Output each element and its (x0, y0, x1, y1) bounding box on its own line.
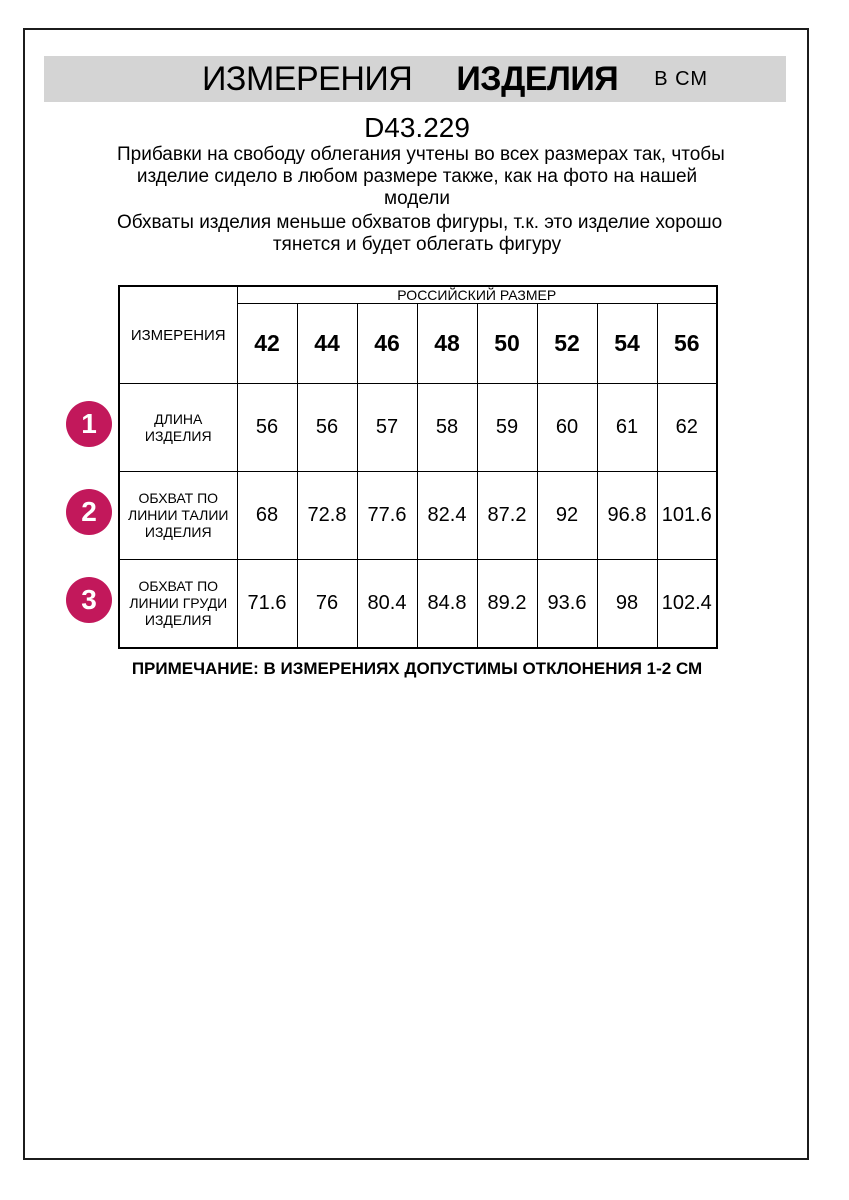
size-column-header: 44 (297, 304, 357, 384)
measurement-value-cell: 62 (657, 384, 717, 472)
measurement-value-cell: 87.2 (477, 472, 537, 560)
row-label: ОБХВАТ ПО ЛИНИИ ТАЛИИ ИЗДЕЛИЯ (119, 472, 237, 560)
size-column-header: 52 (537, 304, 597, 384)
note-text: ПРИМЕЧАНИЕ: В ИЗМЕРЕНИЯХ ДОПУСТИМЫ ОТКЛОНЕНИЯ 1-2 СМ (131, 659, 703, 678)
title-product: ИЗДЕЛИЯ (456, 59, 619, 98)
measurement-value-cell: 58 (417, 384, 477, 472)
measurement-value-cell: 89.2 (477, 560, 537, 648)
measurement-value-cell: 92 (537, 472, 597, 560)
corner-header-cell: ИЗМЕРЕНИЯ (119, 286, 237, 384)
intro-p1-line3: модели (384, 188, 450, 209)
size-column-header: 42 (237, 304, 297, 384)
intro-p2-line2: тянется и будет облегать фигуру (272, 234, 562, 255)
table-row-length (119, 384, 717, 472)
size-column-header: 46 (357, 304, 417, 384)
size-column-header: 50 (477, 304, 537, 384)
measurement-value-cell: 71.6 (237, 560, 297, 648)
measurement-value-cell: 76 (297, 560, 357, 648)
measurement-value-cell: 57 (357, 384, 417, 472)
row-number-badge-3: 3 (66, 577, 112, 623)
measurement-value-cell: 93.6 (537, 560, 597, 648)
measurement-value-cell: 72.8 (297, 472, 357, 560)
measurement-value-cell: 101.6 (657, 472, 717, 560)
measurement-value-cell: 56 (297, 384, 357, 472)
intro-p1-line1: Прибавки на свободу облегания учтены во всех размерах так, чтобы (117, 144, 725, 165)
measurement-value-cell: 102.4 (657, 560, 717, 648)
measurement-value-cell: 96.8 (597, 472, 657, 560)
intro-p1-line2: изделие сидело в любом размере также, как на фото на нашей (136, 166, 698, 187)
intro-text (117, 144, 725, 256)
measurement-value-cell: 98 (597, 560, 657, 648)
table-row-chest (119, 560, 717, 648)
measurement-value-cell: 68 (237, 472, 297, 560)
size-column-header: 56 (657, 304, 717, 384)
title-units: В СМ (654, 67, 709, 90)
table-row-waist (119, 472, 717, 560)
title-measurements: ИЗМЕРЕНИЯ (201, 59, 413, 98)
measurement-value-cell: 77.6 (357, 472, 417, 560)
measurement-value-cell: 61 (597, 384, 657, 472)
russian-size-header: РОССИЙСКИЙ РАЗМЕР (237, 286, 717, 304)
row-label: ДЛИНА ИЗДЕЛИЯ (119, 384, 237, 472)
row-label: ОБХВАТ ПО ЛИНИИ ГРУДИ ИЗДЕЛИЯ (119, 560, 237, 648)
article-code: D43.229 (364, 112, 470, 143)
row-number-badge-1: 1 (66, 401, 112, 447)
size-column-header: 48 (417, 304, 477, 384)
size-table (118, 285, 718, 649)
measurement-value-cell: 80.4 (357, 560, 417, 648)
measurement-value-cell: 84.8 (417, 560, 477, 648)
measurement-value-cell: 59 (477, 384, 537, 472)
intro-p2-line1: Обхваты изделия меньше обхватов фигуры, т.к. это изделие хорошо (117, 212, 723, 233)
row-number-badge-2: 2 (66, 489, 112, 535)
measurement-value-cell: 60 (537, 384, 597, 472)
measurement-value-cell: 82.4 (417, 472, 477, 560)
measurement-value-cell: 56 (237, 384, 297, 472)
title-band (44, 56, 786, 102)
size-column-header: 54 (597, 304, 657, 384)
